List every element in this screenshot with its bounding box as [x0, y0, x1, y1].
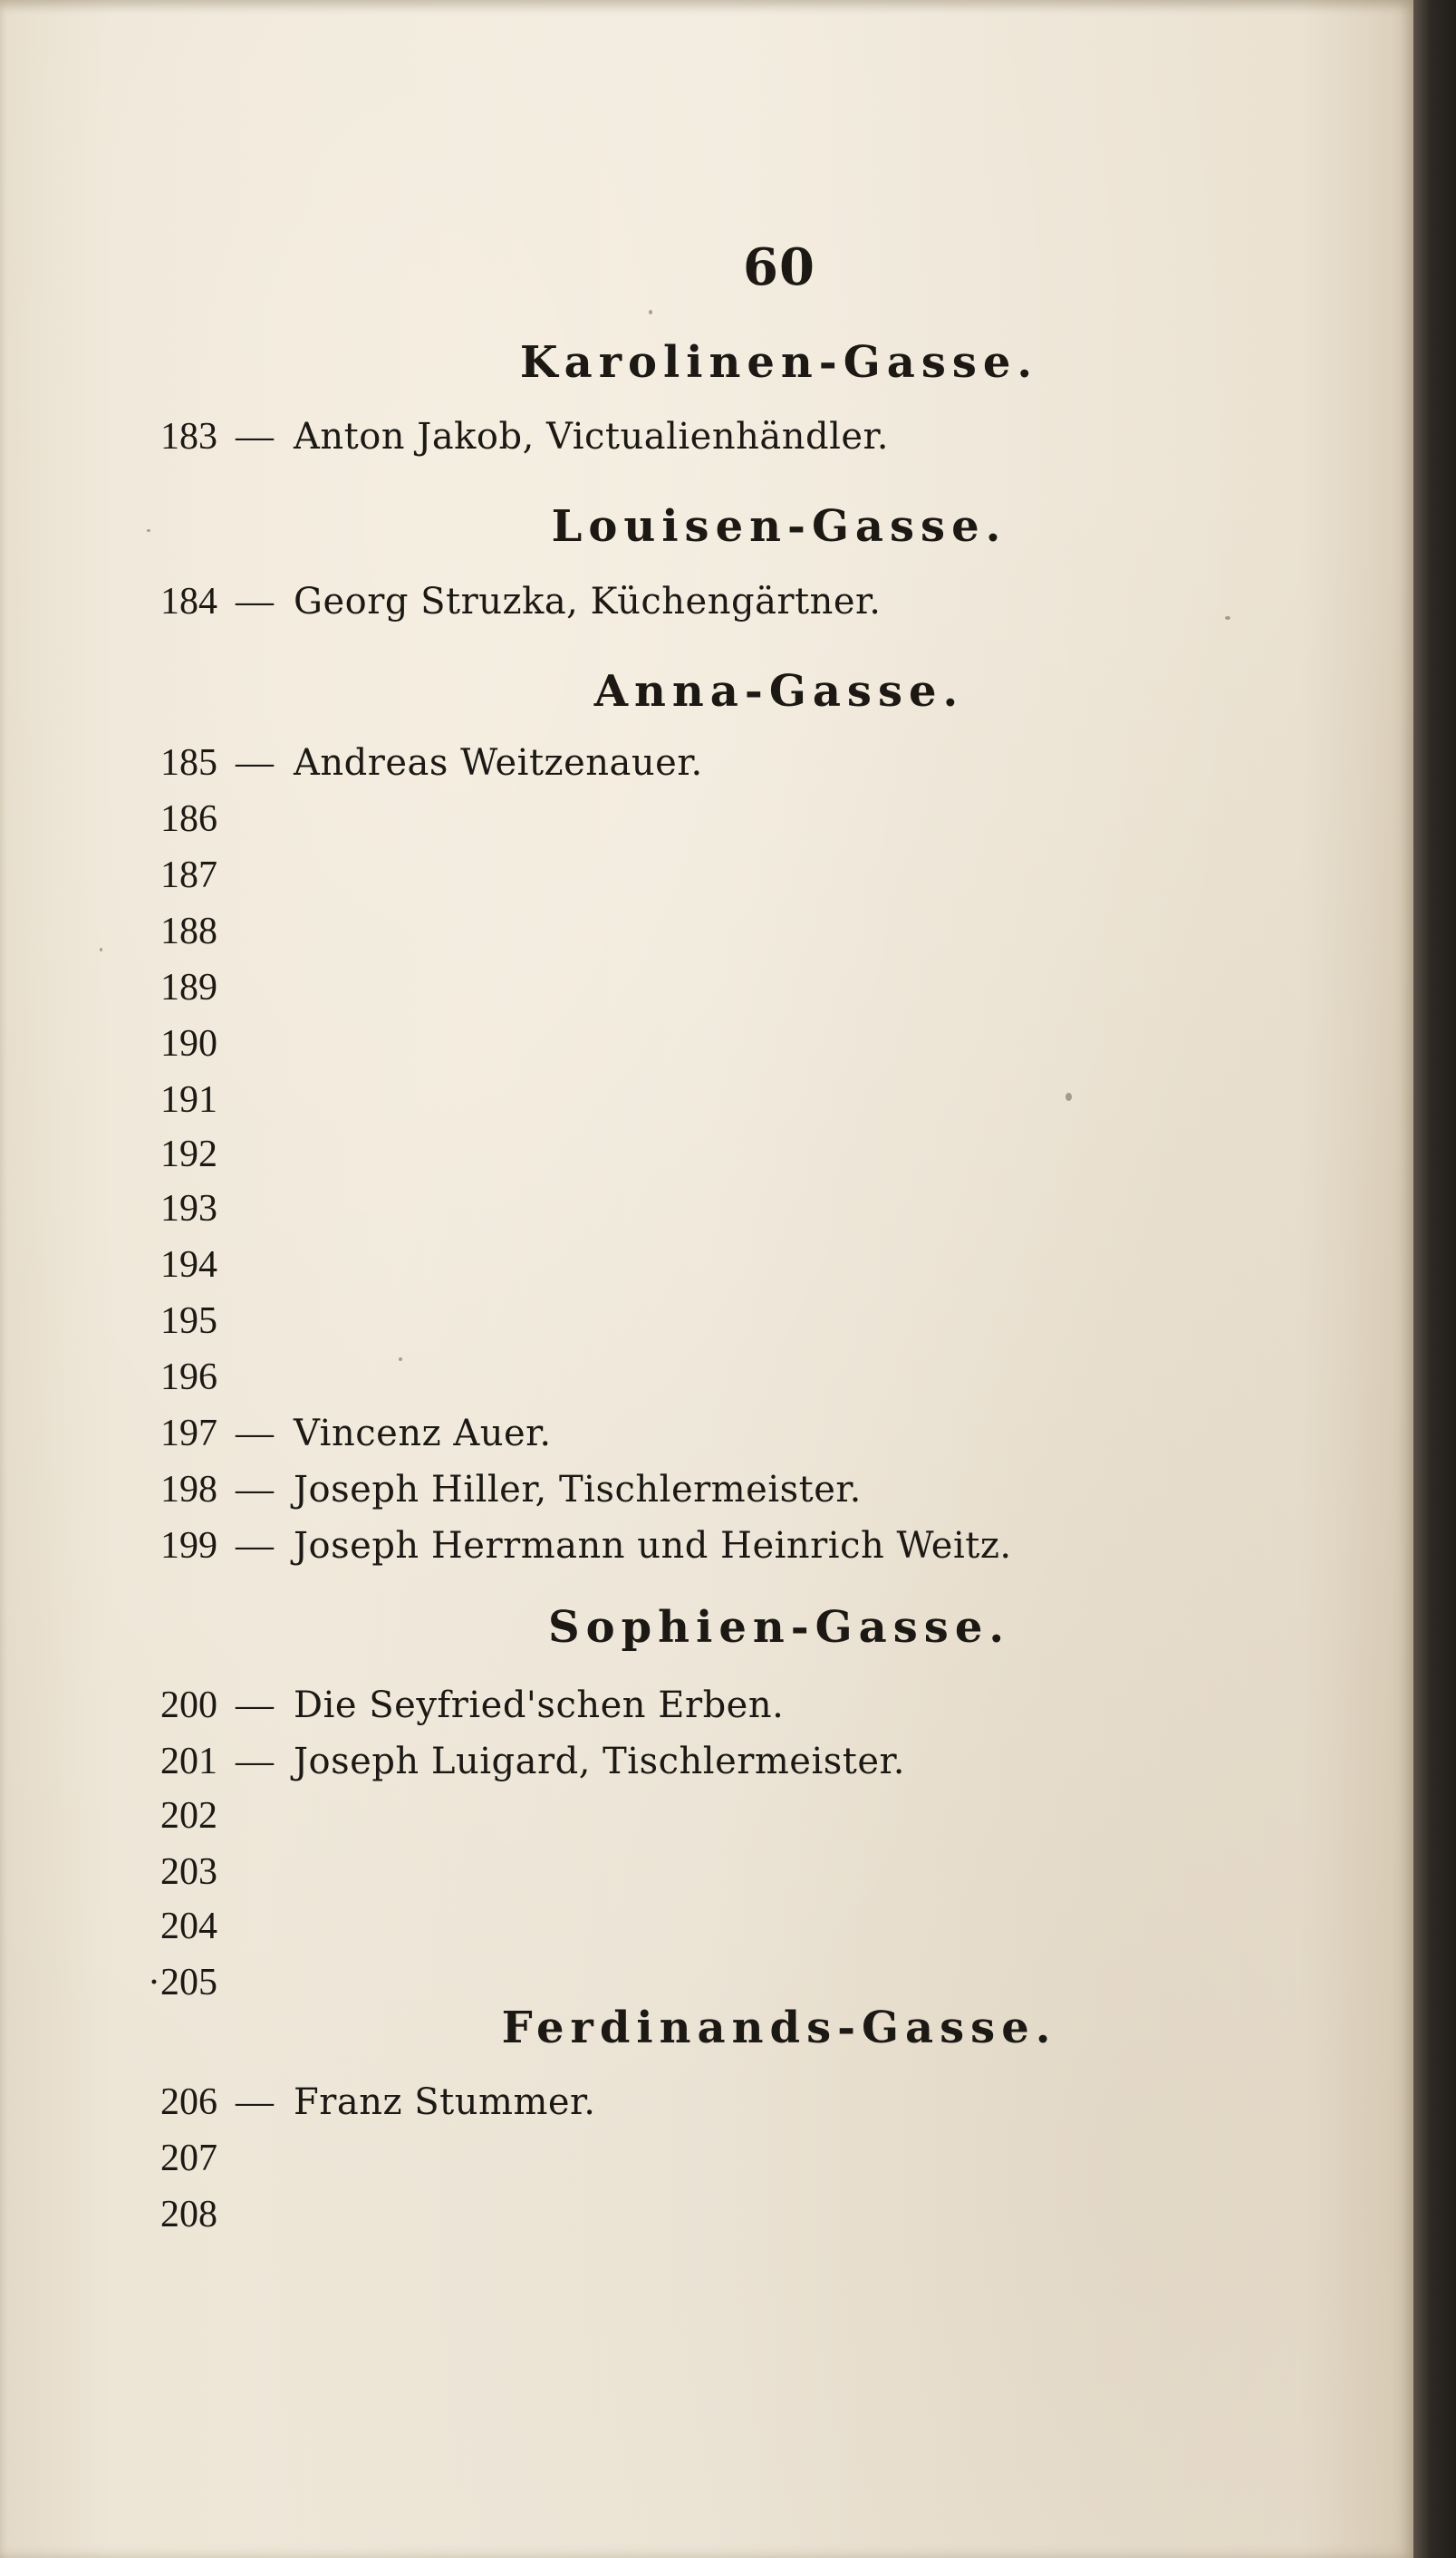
- house-entry: [145, 1850, 256, 1901]
- paper-speck: [1225, 616, 1230, 620]
- owner-name: Joseph Hiller, Tischlermeister.: [294, 1469, 862, 1511]
- house-number: 185: [160, 742, 217, 784]
- owner-name: Georg Struzka, Küchengärtner.: [294, 581, 882, 623]
- owner-name: Vincenz Auer.: [294, 1413, 552, 1454]
- house-number: 199: [160, 1525, 217, 1567]
- house-entry: [145, 1299, 256, 1350]
- house-number: ·205: [148, 1962, 217, 2003]
- street-heading-anna: Anna-Gasse.: [593, 666, 965, 717]
- street-heading-karolinen: Karolinen-Gasse.: [519, 337, 1039, 388]
- house-entry: [145, 1187, 256, 1238]
- house-number: 183: [160, 416, 217, 458]
- house-number: 201: [160, 1741, 217, 1782]
- house-entry: [145, 1794, 256, 1845]
- street-heading-sophien: Sophien-Gasse.: [547, 1602, 1011, 1653]
- street-heading-louisen: Louisen-Gasse.: [551, 501, 1008, 552]
- house-number: 192: [160, 1134, 217, 1175]
- house-entry: [145, 1468, 862, 1519]
- house-number: 202: [160, 1795, 217, 1837]
- paper-speck: [1065, 1093, 1072, 1101]
- entry-dash: —: [236, 1469, 274, 1511]
- house-entry: [145, 1133, 256, 1183]
- house-entry: [145, 2137, 256, 2187]
- entry-dash: —: [236, 742, 274, 784]
- house-entry: [145, 1356, 256, 1406]
- house-entry: [145, 1078, 256, 1129]
- house-entry: [145, 580, 881, 631]
- paper-speck: [100, 948, 102, 951]
- house-entry: [145, 1243, 256, 1294]
- house-number: 207: [160, 2138, 217, 2179]
- house-number: 186: [160, 798, 217, 840]
- house-entry: [145, 741, 703, 792]
- house-number: 200: [160, 1684, 217, 1726]
- house-entry: [145, 1740, 905, 1791]
- house-number: 189: [160, 967, 217, 1009]
- house-number: 204: [160, 1906, 217, 1947]
- house-entry: [145, 966, 256, 1017]
- house-number: 196: [160, 1356, 217, 1398]
- entry-dash: —: [236, 1525, 274, 1567]
- entry-dash: —: [236, 1413, 274, 1454]
- page-number: 60: [743, 237, 815, 297]
- entry-dash: —: [236, 581, 274, 623]
- house-number: 187: [160, 854, 217, 896]
- house-entry: [145, 1412, 552, 1462]
- house-entry: [145, 854, 256, 904]
- house-entry: [145, 2080, 595, 2131]
- paper-speck: [147, 529, 150, 532]
- owner-name: Andreas Weitzenauer.: [294, 742, 703, 784]
- owner-name: Die Seyfried'schen Erben.: [294, 1684, 785, 1726]
- house-number: 195: [160, 1300, 217, 1342]
- house-entry: [145, 415, 889, 466]
- entry-dash: —: [236, 416, 274, 458]
- paper-speck: [649, 310, 652, 314]
- house-entry: [145, 1524, 1012, 1575]
- entry-dash: —: [236, 1684, 274, 1726]
- house-entry: [145, 1905, 256, 1955]
- house-number: 208: [160, 2194, 217, 2235]
- entry-dash: —: [236, 1741, 274, 1782]
- entry-dash: —: [236, 2081, 274, 2123]
- street-heading-ferdinands: Ferdinands-Gasse.: [501, 2003, 1057, 2053]
- owner-name: Joseph Luigard, Tischlermeister.: [294, 1741, 905, 1782]
- house-number: 198: [160, 1469, 217, 1511]
- house-number: 206: [160, 2081, 217, 2123]
- house-entry: [145, 910, 256, 960]
- owner-name: Joseph Herrmann und Heinrich Weitz.: [294, 1525, 1012, 1567]
- house-number: 194: [160, 1244, 217, 1286]
- house-number: 197: [160, 1413, 217, 1454]
- house-entry: [145, 797, 256, 848]
- owner-name: Anton Jakob, Victualienhändler.: [294, 416, 889, 458]
- house-entry: [145, 1022, 256, 1073]
- house-number: 203: [160, 1851, 217, 1893]
- house-number: 188: [160, 911, 217, 952]
- house-number: 190: [160, 1023, 217, 1065]
- house-entry: [145, 2193, 256, 2244]
- house-number: 184: [160, 581, 217, 623]
- house-number: 193: [160, 1188, 217, 1230]
- house-entry: [145, 1684, 784, 1734]
- house-number: 191: [160, 1079, 217, 1121]
- book-binding-edge: [1413, 0, 1456, 2558]
- paper-speck: [399, 1357, 402, 1361]
- owner-name: Franz Stummer.: [294, 2081, 596, 2123]
